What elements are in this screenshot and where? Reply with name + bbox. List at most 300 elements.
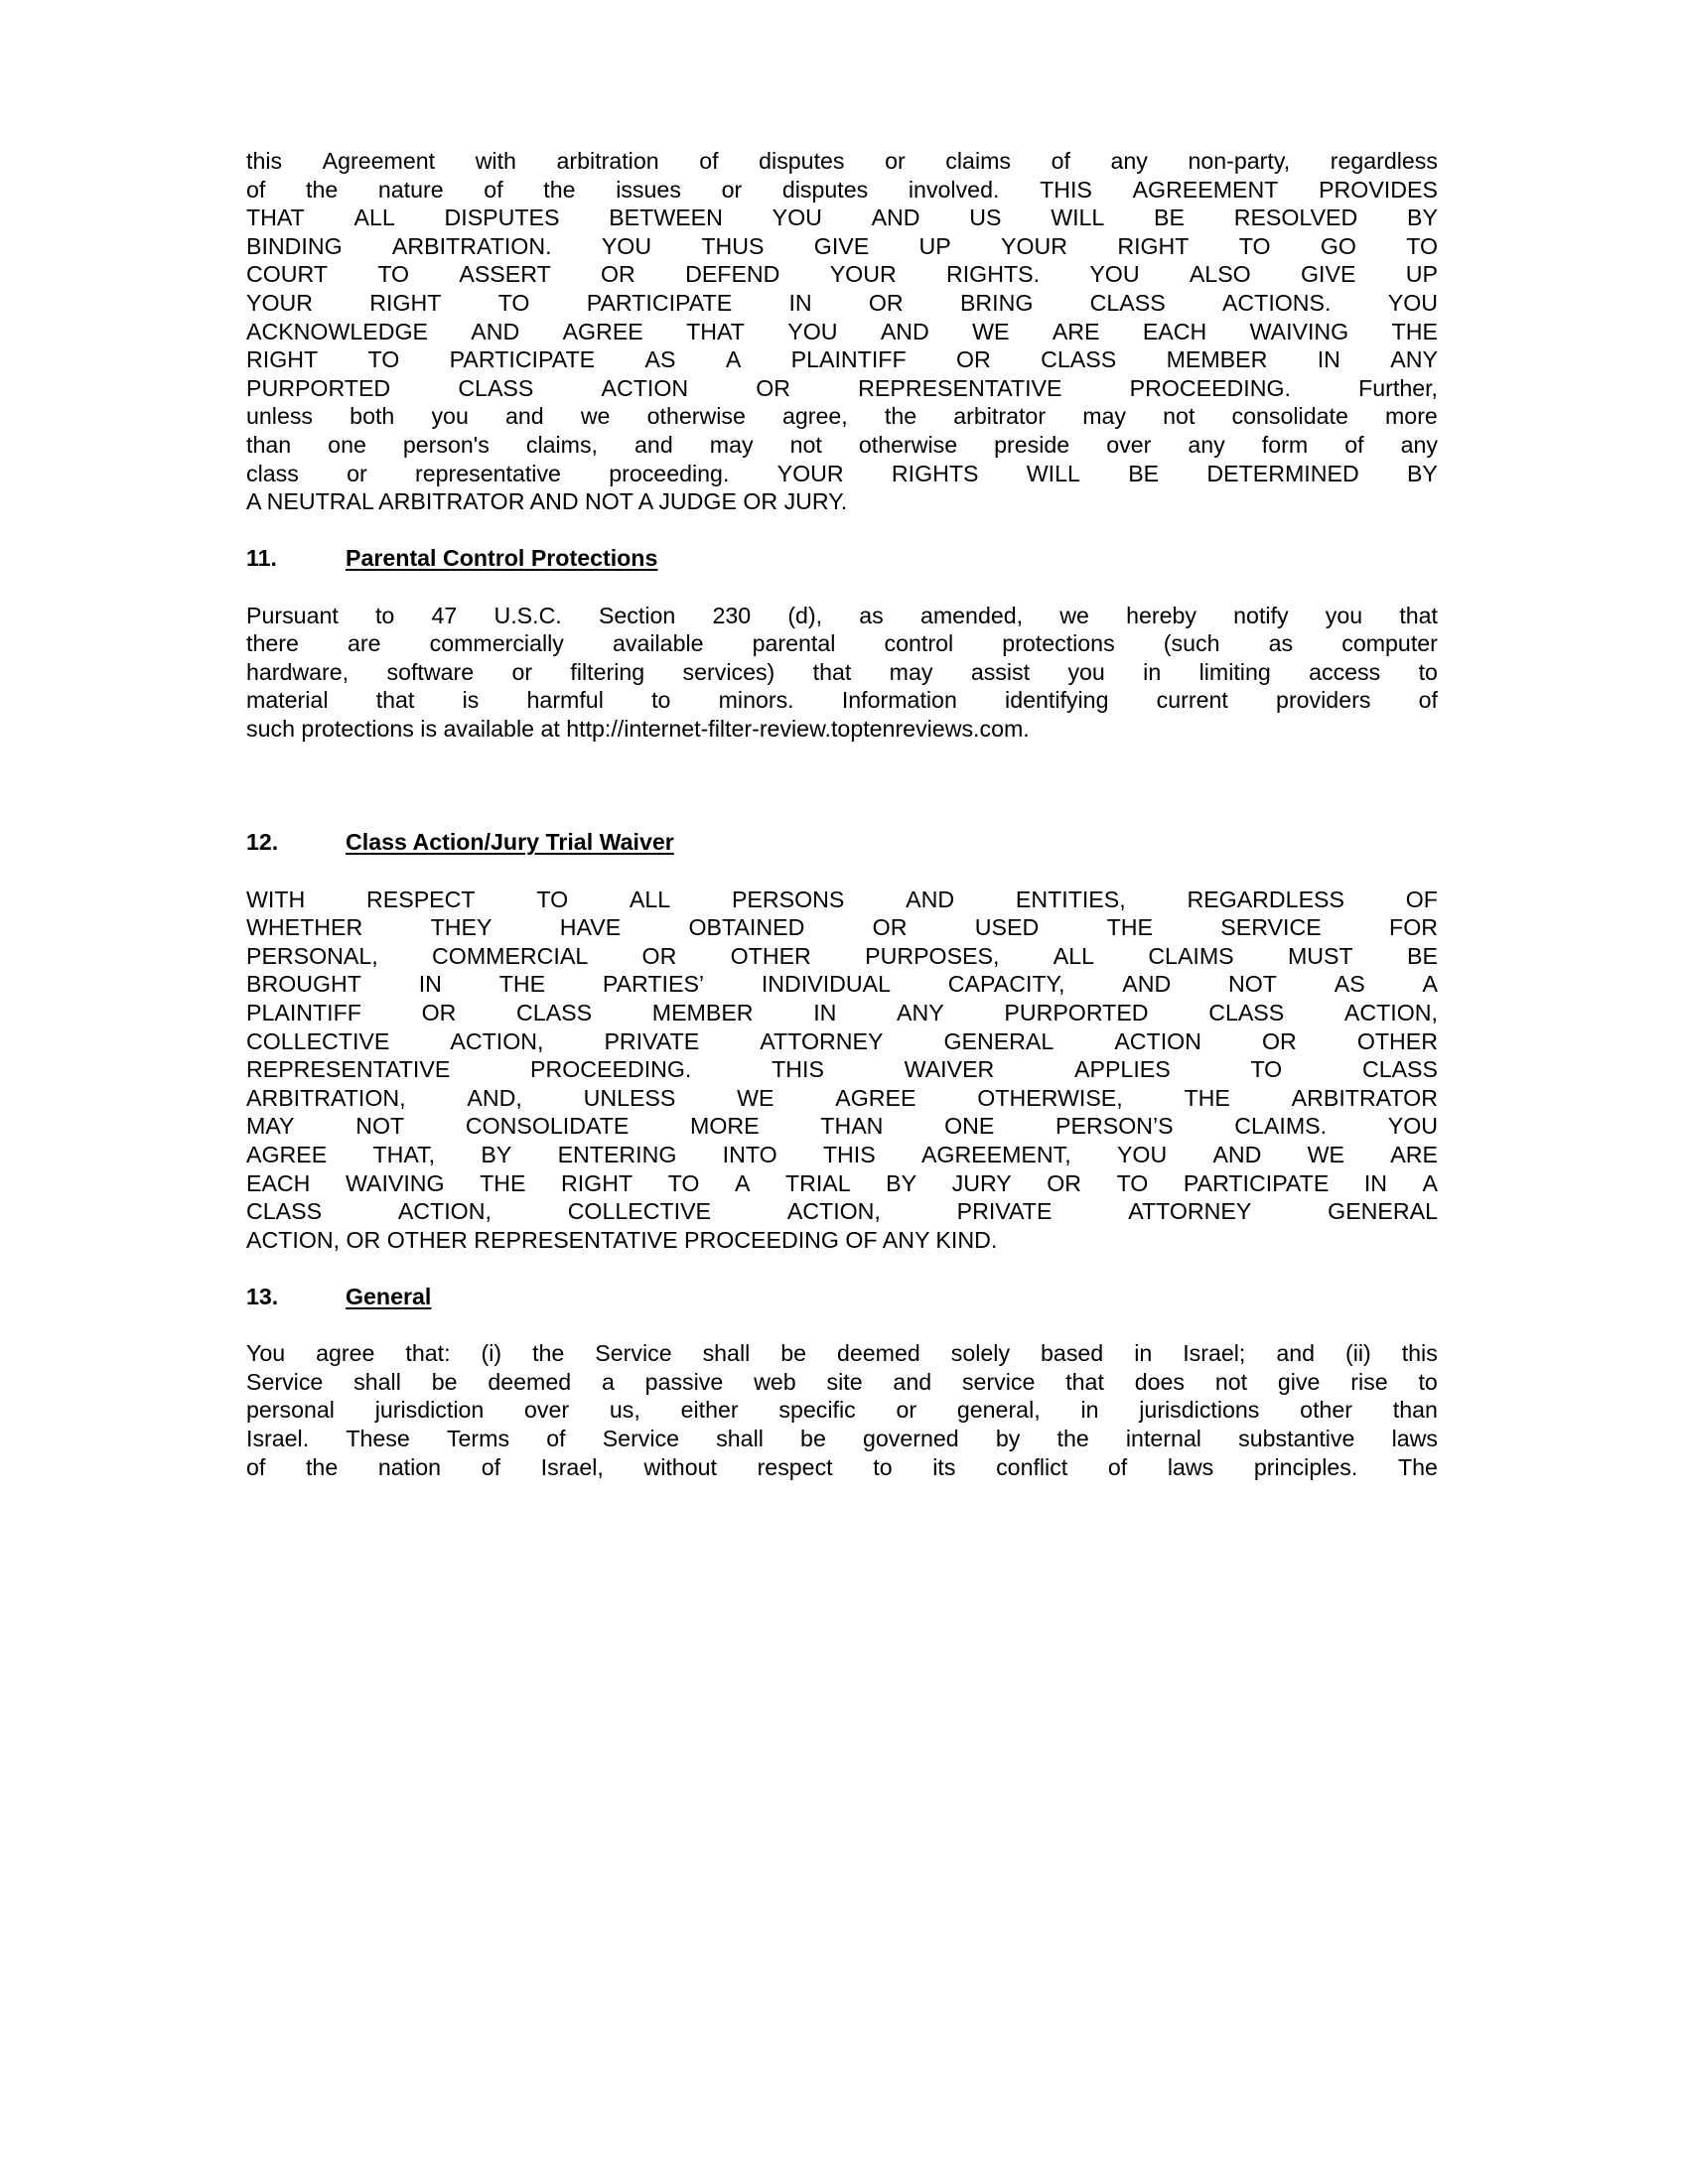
text-line [246, 374, 1438, 403]
word: Israel; [1183, 1340, 1246, 1367]
word: either [680, 1397, 739, 1424]
word: consolidate [1231, 403, 1348, 430]
word: of [1344, 431, 1364, 458]
word: RIGHT [560, 1169, 633, 1196]
text-line [246, 1055, 1438, 1084]
word: OTHER [1356, 1027, 1438, 1054]
word: AGREE [246, 1142, 328, 1167]
spacer-after-section-13-heading [246, 1311, 1438, 1340]
word: internal [1125, 1425, 1201, 1451]
word: COURT [246, 261, 329, 288]
word: are [347, 630, 381, 657]
word: PARTICIPATE [449, 346, 596, 373]
word: AGREE [835, 1084, 916, 1111]
word: we [580, 403, 611, 430]
word: notify [1233, 602, 1289, 628]
word: Agreement [322, 148, 436, 174]
word: TO [1238, 232, 1271, 259]
word: NOT [1228, 971, 1277, 998]
word: ALL [629, 886, 671, 912]
word: WE [1307, 1142, 1345, 1167]
word: services) [682, 658, 775, 685]
word: A [725, 346, 742, 373]
word: web [754, 1368, 796, 1395]
word: access [1309, 658, 1381, 685]
word: REGARDLESS [1187, 886, 1344, 912]
text-line [246, 1141, 1438, 1169]
word: harmful [526, 687, 604, 714]
word: (i) [481, 1340, 502, 1367]
word: may [889, 658, 933, 685]
word: involved. [908, 176, 1000, 203]
word: TO [536, 886, 569, 912]
word: U.S.C. [493, 602, 562, 628]
text-line [246, 1425, 1438, 1453]
word: preside [994, 431, 1070, 458]
text-line [246, 886, 1438, 914]
word: governed [863, 1425, 959, 1451]
word: a [601, 1368, 615, 1395]
word: ARBITRATOR [1291, 1084, 1438, 1111]
spacer-before-section-12 [246, 743, 1438, 828]
word: APPLIES [1074, 1056, 1171, 1083]
word: not [789, 431, 822, 458]
word: BY [1406, 460, 1438, 486]
word: UP [1405, 261, 1438, 288]
word: IN [418, 971, 442, 998]
word: ARE [1390, 1142, 1438, 1167]
word: TO [367, 346, 400, 373]
word: PRIVATE [604, 1027, 700, 1054]
word: jurisdictions [1139, 1397, 1260, 1424]
word: US [969, 205, 1002, 231]
word: AND [880, 318, 929, 344]
word: WILL [1051, 205, 1105, 231]
word: hardware, [246, 658, 350, 685]
word: A [1422, 1169, 1438, 1196]
word: ENTERING [557, 1142, 677, 1167]
word: AS [1334, 971, 1365, 998]
word: CLASS [246, 1198, 323, 1225]
word: AGREE [562, 318, 643, 344]
word: ACTION, [786, 1198, 881, 1225]
word: CLASS [1208, 1000, 1285, 1026]
word: deemed [488, 1368, 572, 1395]
word: THE [1106, 914, 1153, 941]
word: ONE [944, 1113, 995, 1140]
word: or [721, 176, 743, 203]
word: ACTION, [1343, 1000, 1438, 1026]
spacer-before-section-13 [246, 1254, 1438, 1283]
word: YOU [1116, 1142, 1168, 1167]
word: we [1059, 602, 1089, 628]
word: (ii) [1345, 1340, 1371, 1367]
word: 47 [431, 602, 458, 628]
word: is [462, 687, 480, 714]
word: BE [1154, 205, 1185, 231]
word: RIGHTS [891, 460, 979, 486]
word: BETWEEN [609, 205, 723, 231]
word: IN [788, 289, 812, 316]
word: TO [1250, 1056, 1283, 1083]
word: WHETHER [246, 914, 363, 941]
word: to [873, 1453, 893, 1480]
word: These [346, 1425, 410, 1451]
word: PERSON’S [1055, 1113, 1174, 1140]
word: arbitration [556, 148, 659, 174]
word: PRIVATE [956, 1198, 1053, 1225]
word: ACKNOWLEDGE [246, 318, 428, 344]
word: TO [497, 289, 530, 316]
word: limiting [1198, 658, 1271, 685]
word: be [780, 1340, 807, 1367]
section-11-body-paragraph [246, 602, 1438, 744]
word: over [524, 1397, 570, 1424]
word: OR [868, 289, 904, 316]
word: PURPORTED [246, 374, 391, 401]
text-line [246, 999, 1438, 1027]
word: in [1080, 1397, 1099, 1424]
word: in [1134, 1340, 1153, 1367]
word: CLAIMS. [1234, 1113, 1328, 1140]
word: shall [353, 1368, 401, 1395]
word: MEMBER [651, 1000, 754, 1026]
text-line [246, 1112, 1438, 1141]
word: to [1418, 1368, 1438, 1395]
word: without [643, 1453, 717, 1480]
word: agree, [782, 403, 848, 430]
word: DISPUTES [444, 205, 560, 231]
word: ALSO [1189, 261, 1251, 288]
word: SERVICE [1220, 914, 1322, 941]
word: MEMBER [1166, 346, 1268, 373]
word: 230 [712, 602, 752, 628]
section-12-heading-title: Class Action/Jury Trial Waiver [346, 829, 674, 856]
word: to [374, 602, 395, 628]
word: as [859, 602, 884, 628]
text-line [246, 1453, 1438, 1482]
word: minors. [718, 687, 794, 714]
word: regardless [1330, 148, 1438, 174]
word: PARTIES’ [602, 971, 705, 998]
word: conflict [996, 1453, 1068, 1480]
word: one [328, 431, 366, 458]
section-13-body-paragraph [246, 1339, 1438, 1481]
word: INTO [722, 1142, 777, 1167]
word: may [709, 431, 754, 458]
word: current [1156, 687, 1228, 714]
word: CLAIMS [1148, 942, 1234, 969]
word: GIVE [813, 232, 870, 259]
word: BY [886, 1169, 917, 1196]
section-11-heading [246, 544, 1438, 573]
word: INDIVIDUAL [761, 971, 891, 998]
word: ENTITIES, [1015, 886, 1126, 912]
word: laws [1391, 1425, 1438, 1451]
word: be [800, 1425, 826, 1451]
word: AS [644, 346, 676, 373]
word: claims, [525, 431, 598, 458]
word: based [1041, 1340, 1104, 1367]
word: this [246, 148, 283, 174]
word: the [1056, 1425, 1089, 1451]
word: YOU [1089, 261, 1140, 288]
word: specific [778, 1397, 856, 1424]
section-13-heading-number: 13. [246, 1283, 279, 1309]
word: IN [1317, 346, 1340, 373]
word: service [961, 1368, 1036, 1395]
word: CLASS [458, 374, 534, 401]
word: the [305, 1453, 339, 1480]
word: YOU [601, 232, 652, 259]
word: parental [752, 630, 836, 657]
word: class [246, 460, 299, 486]
word: NOT [355, 1113, 405, 1140]
word: or [511, 658, 533, 685]
word: and [634, 431, 673, 458]
word: OTHER [730, 942, 811, 969]
word: computer [1341, 630, 1438, 657]
word: BE [1128, 460, 1160, 486]
text-line [246, 1197, 1438, 1226]
section-12-body-paragraph [246, 886, 1438, 1255]
word: ATTORNEY [1128, 1198, 1252, 1225]
word: issues [616, 176, 681, 203]
word: PROCEEDING. [1129, 374, 1291, 401]
word: OR [421, 1000, 457, 1026]
word: Section [598, 602, 676, 628]
word: ARBITRATION. [391, 232, 552, 259]
word: CLASS [1089, 289, 1166, 316]
word: CAPACITY, [947, 971, 1065, 998]
word: USED [974, 914, 1040, 941]
word: AGREEMENT [1132, 176, 1279, 203]
word: the [884, 403, 917, 430]
word: and [1276, 1340, 1316, 1367]
word: over [1106, 431, 1152, 458]
word: non-party, [1188, 148, 1291, 174]
word: MUST [1287, 942, 1353, 969]
word: Further, [1358, 374, 1438, 401]
word: personal [246, 1397, 335, 1424]
word: material [246, 687, 329, 714]
word: not [1163, 403, 1196, 430]
word: You [246, 1340, 286, 1367]
word: JURY [951, 1169, 1012, 1196]
word: identifying [1005, 687, 1109, 714]
word: any [1110, 148, 1148, 174]
word: ARBITRATION, [246, 1084, 406, 1111]
text-line [246, 1396, 1438, 1425]
word: (such [1163, 630, 1220, 657]
word: shall [702, 1340, 751, 1367]
word: YOUR [246, 289, 313, 316]
word: PURPORTED [1004, 1000, 1149, 1026]
word: GIVE [1301, 261, 1356, 288]
word: YOUR [829, 261, 897, 288]
word: RIGHTS. [945, 261, 1041, 288]
word: us, [609, 1397, 640, 1424]
word: IN [813, 1000, 837, 1026]
word: REPRESENTATIVE [246, 1056, 451, 1083]
word: CLASS [1041, 346, 1117, 373]
word: AND [1212, 1142, 1262, 1167]
word: Pursuant [246, 602, 339, 628]
word: AND [471, 318, 520, 344]
word: RIGHT [246, 346, 319, 373]
word: YOUR [1001, 232, 1068, 259]
text-line [246, 260, 1438, 289]
word: RESOLVED [1233, 205, 1358, 231]
word: software [386, 658, 475, 685]
word: AGREEMENT, [920, 1142, 1071, 1167]
word: ASSERT [459, 261, 551, 288]
word: MORE [690, 1113, 760, 1140]
word: TO [667, 1169, 700, 1196]
word: ACTION [601, 374, 689, 401]
word: the [543, 176, 576, 203]
text-line [246, 1339, 1438, 1368]
word: AND [871, 205, 920, 231]
text-line [246, 431, 1438, 460]
word: THIS [1040, 176, 1092, 203]
word: OF [1405, 886, 1438, 912]
word: THE [1391, 318, 1438, 344]
word: the [306, 176, 339, 203]
word: YOU [787, 318, 838, 344]
word: of [481, 1453, 501, 1480]
word: ANY [897, 1000, 944, 1026]
section-11-heading-title: Parental Control Protections [346, 545, 658, 572]
word: GO [1320, 232, 1356, 259]
word: ALL [1053, 942, 1094, 969]
word: TO [1406, 232, 1438, 259]
word: available [612, 630, 704, 657]
word: to [1418, 658, 1438, 685]
word: site [826, 1368, 863, 1395]
word: to [651, 687, 671, 714]
spacer-after-section-11-heading [246, 573, 1438, 602]
word: YOU [772, 205, 822, 231]
word: of [484, 176, 503, 203]
word: ARE [1052, 318, 1100, 344]
word: disputes [759, 148, 845, 174]
word: you [1067, 658, 1105, 685]
word: TRIAL [784, 1169, 851, 1196]
text-line [246, 970, 1438, 999]
word: YOU [1387, 1113, 1438, 1140]
word: PROCEEDING. [530, 1056, 692, 1083]
word: BY [1407, 205, 1438, 231]
word: Service [246, 1368, 324, 1395]
word: RIGHT [369, 289, 442, 316]
word: DETERMINED [1206, 460, 1359, 486]
word: not [1214, 1368, 1248, 1395]
word: filtering [570, 658, 645, 685]
word: that [812, 658, 852, 685]
text-line [246, 176, 1438, 205]
word: of [246, 1453, 266, 1480]
word: agree [316, 1340, 375, 1367]
word: in [1143, 658, 1162, 685]
word: EACH [246, 1169, 311, 1196]
text-line [246, 289, 1438, 318]
word: or [347, 460, 367, 486]
text-line [246, 658, 1438, 687]
text-line [246, 147, 1438, 176]
word: with [475, 148, 516, 174]
word: Service [595, 1340, 672, 1367]
word: COLLECTIVE [567, 1198, 712, 1225]
word: THAT, [372, 1142, 436, 1167]
word: the [532, 1340, 565, 1367]
text-line [246, 602, 1438, 630]
word: ANY [1390, 346, 1438, 373]
word: that [375, 687, 415, 714]
word: that [1065, 1368, 1104, 1395]
word: BROUGHT [246, 971, 361, 998]
word: ACTION, [397, 1198, 492, 1225]
word: this [1401, 1340, 1438, 1367]
word: or [885, 148, 906, 174]
word: deemed [837, 1340, 920, 1367]
word: PURPOSES, [865, 942, 1000, 969]
word: AND, [467, 1084, 522, 1111]
word: Terms [446, 1425, 510, 1451]
text-line [246, 1084, 1438, 1113]
word: of [1107, 1453, 1128, 1480]
text-line [246, 913, 1438, 942]
word: Information [841, 687, 957, 714]
word: PARTICIPATE [1183, 1169, 1330, 1196]
word: proceeding. [609, 460, 730, 486]
word: nature [377, 176, 444, 203]
word: THIS [772, 1056, 824, 1083]
word: A [734, 1169, 751, 1196]
word: unless [246, 403, 314, 430]
text-line [246, 232, 1438, 261]
word: BINDING [246, 232, 343, 259]
word: COMMERCIAL [432, 942, 589, 969]
word: there [246, 630, 299, 657]
word: Israel. [246, 1425, 310, 1451]
word: of [546, 1425, 566, 1451]
word: give [1277, 1368, 1321, 1395]
word: form [1261, 431, 1309, 458]
word: WE [737, 1084, 774, 1111]
word: ACTION, [450, 1027, 544, 1054]
word: principles. [1253, 1453, 1358, 1480]
word: THE [480, 1169, 526, 1196]
word: THE [498, 971, 546, 998]
document-text-column [246, 147, 1438, 1481]
word: ATTORNEY [760, 1027, 884, 1054]
text-line: ACTION, OR OTHER REPRESENTATIVE PROCEEDING OF ANY KIND. [246, 1226, 998, 1253]
word: DEFEND [685, 261, 780, 288]
word: OBTAINED [688, 914, 805, 941]
word: control [884, 630, 954, 657]
word: (d), [787, 602, 823, 628]
section-12-heading [246, 828, 1438, 857]
word: WE [972, 318, 1010, 344]
word: and [893, 1368, 932, 1395]
text-line [246, 686, 1438, 715]
word: WAIVER [904, 1056, 995, 1083]
word: any [1400, 431, 1438, 458]
word: representative [415, 460, 561, 486]
word: ACTIONS. [1221, 289, 1332, 316]
word: jurisdiction [374, 1397, 485, 1424]
